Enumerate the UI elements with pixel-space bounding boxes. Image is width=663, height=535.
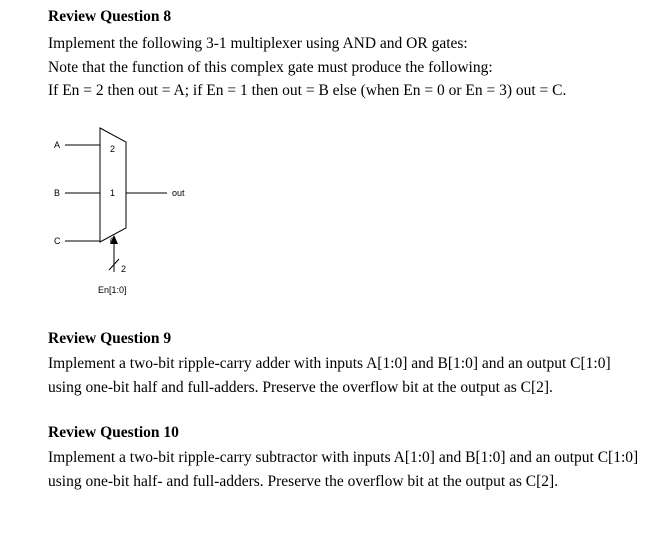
question-9-title: Review Question 9 xyxy=(48,330,172,347)
port-number-0: 0 xyxy=(110,236,116,246)
question-8 xyxy=(48,7,648,103)
port-number-2: 2 xyxy=(110,144,116,154)
port-number-1: 1 xyxy=(110,188,116,198)
question-9 xyxy=(48,329,648,399)
question-8-line-2: Note that the function of this complex gate must produce the following: xyxy=(48,58,493,76)
question-8-line-1: Implement the following 3-1 multiplexer using AND and OR gates: xyxy=(48,35,468,52)
question-9-text: Implement a two-bit ripple-carry adder with inputs A[1:0] and B[1:0] and an output C[1:0] using one-bit half and full-adders. Preserve the overflow bit at the output as C[2]. xyxy=(48,355,611,396)
question-8-line-3: If En = 2 then out = A; if En = 1 then out = B else (when En = 0 or En = 3) out = C. xyxy=(48,82,567,99)
question-10-title: Review Question 10 xyxy=(48,424,179,441)
input-label-a: A xyxy=(54,140,61,150)
output-label: out xyxy=(172,188,185,198)
question-10 xyxy=(48,423,648,493)
question-8-title: Review Question 8 xyxy=(48,8,172,25)
input-label-b: B xyxy=(54,188,61,198)
input-label-c: C xyxy=(54,236,61,246)
select-label: En[1:0] xyxy=(98,285,127,295)
select-width-label: 2 xyxy=(121,264,127,274)
mux-diagram xyxy=(40,120,200,300)
question-10-text: Implement a two-bit ripple-carry subtractor with inputs A[1:0] and B[1:0] and an output C[1:0] using one-bit half- and full-adders. Preserve the overflow bit at the output as C[2]. xyxy=(48,449,639,490)
